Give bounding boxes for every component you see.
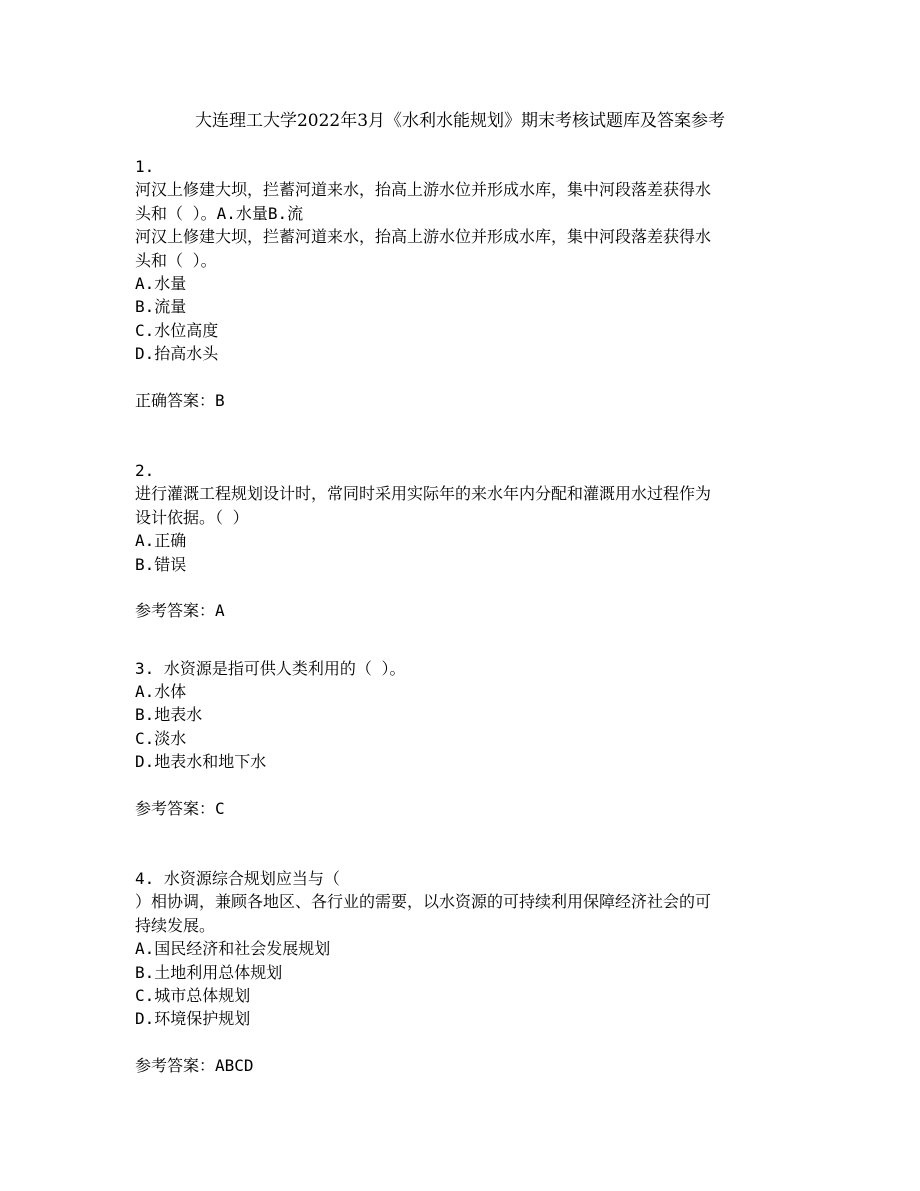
option-a: A.水体 — [135, 681, 187, 701]
question-stem-line: 持续发展。 — [135, 915, 216, 935]
question-stem-line: 头和（ ）。A.水量B.流 — [135, 203, 304, 223]
page-title: 大连理工大学2022年3月《水利水能规划》期末考核试题库及答案参考 — [194, 111, 726, 131]
option-d: D.抬高水头 — [135, 344, 219, 364]
question-stem-line: 进行灌溉工程规划设计时，常同时采用实际年的来水年内分配和灌溉用水过程作为 — [135, 484, 712, 504]
answer: 正确答案：B — [135, 390, 225, 410]
question-stem-line: 河汉上修建大坝，拦蓄河道来水，抬高上游水位并形成水库，集中河段落差获得水 — [135, 180, 712, 200]
option-d: D.环境保护规划 — [135, 1009, 251, 1029]
option-a: A.正确 — [135, 531, 187, 551]
option-c: C.水位高度 — [135, 320, 219, 340]
option-d: D.地表水和地下水 — [135, 752, 267, 772]
question-stem-line: 3. 水资源是指可供人类利用的（ ）。 — [135, 658, 406, 678]
answer: 参考答案：ABCD — [135, 1055, 254, 1075]
question-3 — [135, 657, 795, 820]
question-1 — [135, 155, 795, 412]
option-b: B.流量 — [135, 297, 187, 317]
answer: 参考答案：C — [135, 798, 225, 818]
question-stem-line: 河汉上修建大坝，拦蓄河道来水，抬高上游水位并形成水库，集中河段落差获得水 — [135, 227, 712, 247]
option-b: B.土地利用总体规划 — [135, 962, 283, 982]
question-number: 2. — [135, 461, 155, 481]
question-2 — [135, 459, 795, 622]
option-c: C.淡水 — [135, 728, 187, 748]
option-c: C.城市总体规划 — [135, 985, 251, 1005]
question-4 — [135, 867, 795, 1077]
question-stem-line: ）相协调，兼顾各地区、各行业的需要，以水资源的可持续利用保障经济社会的可 — [135, 892, 712, 912]
option-b: B.地表水 — [135, 705, 203, 725]
question-stem-line: 头和（ ）。 — [135, 250, 217, 270]
option-b: B.错误 — [135, 554, 187, 574]
answer: 参考答案：A — [135, 601, 225, 621]
option-a: A.水量 — [135, 274, 187, 294]
option-a: A.国民经济和社会发展规划 — [135, 939, 331, 959]
question-stem-line: 设计依据。（ ） — [135, 507, 249, 527]
question-stem-line: 4. 水资源综合规划应当与（ — [135, 868, 340, 888]
question-list — [135, 155, 795, 1077]
question-number: 1. — [135, 157, 155, 176]
